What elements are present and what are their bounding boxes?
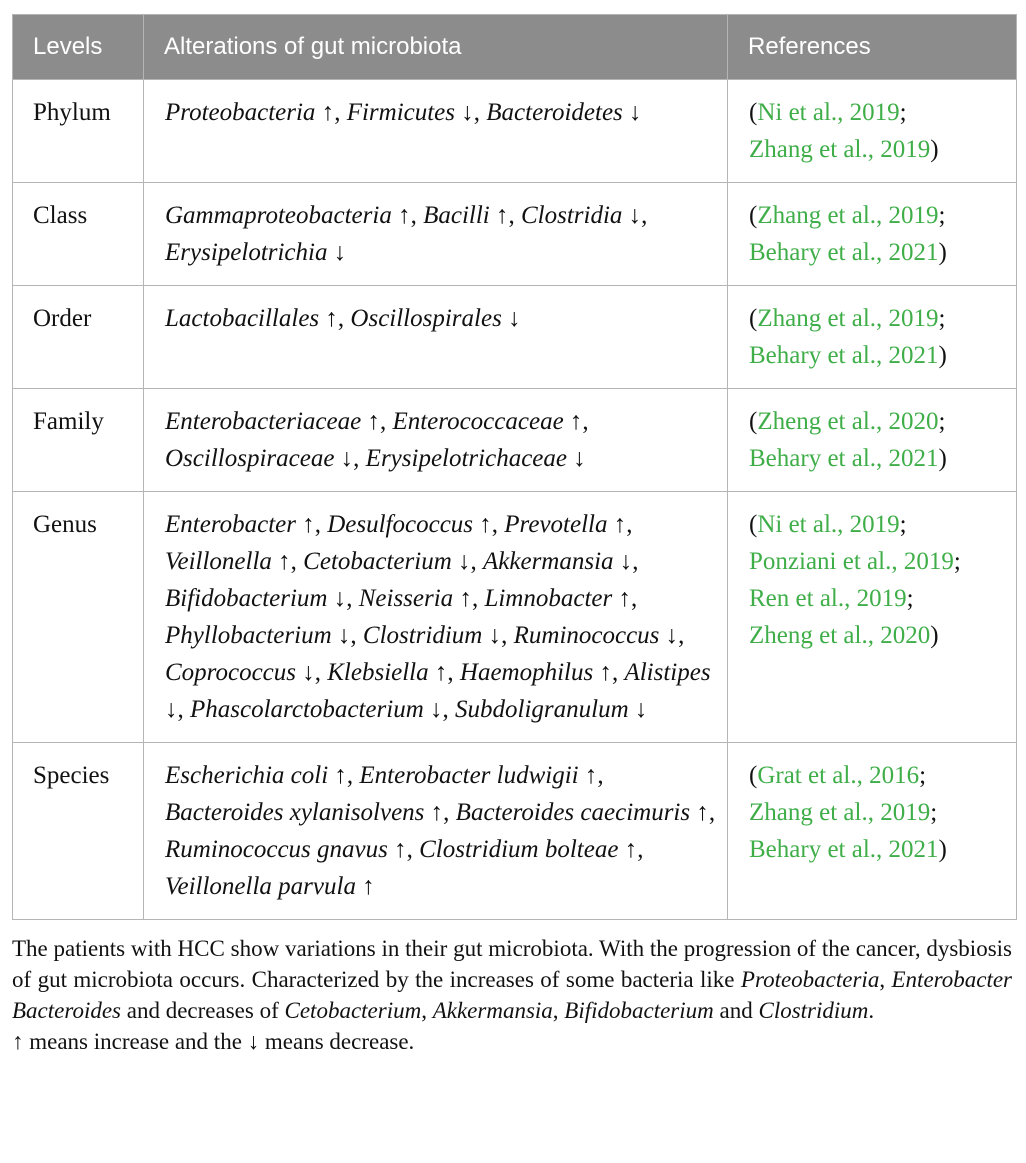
taxon-name: Veillonella xyxy=(165,548,272,575)
taxon-name: Subdoligranulum xyxy=(455,696,629,723)
level-cell: Genus xyxy=(13,492,144,743)
taxon-name: Erysipelotrichia xyxy=(165,239,328,266)
alterations-cell: Enterobacter ↑, Desulfococcus ↑, Prevotella ↑, Veillonella ↑, Cetobacterium ↓, Akkermansia ↓, Bifidobacterium ↓, Neisseria ↑, Limnobacter ↑, Phyllobacterium ↓, Clostridium ↓, Ruminococcus ↓, Coprococcus ↓, Klebsiella ↑, Haemophilus ↑, Alistipes ↓, Phascolarctobacterium ↓, Subdoligranulum ↓ xyxy=(144,492,728,743)
taxon-item xyxy=(455,696,647,723)
reference-link[interactable]: Zhang et al., 2019 xyxy=(749,799,931,826)
reference-link[interactable]: Zhang et al., 2019 xyxy=(749,136,931,163)
taxon-name: Escherichia coli xyxy=(165,762,329,789)
change-arrow: ↑ xyxy=(321,99,335,126)
taxon-name: Cetobacterium xyxy=(303,548,452,575)
change-arrow: ↓ xyxy=(665,622,679,649)
alterations-cell: Escherichia coli ↑, Enterobacter ludwigii ↑, Bacteroides xylanisolvens ↑, Bacteroides caecimuris ↑, Ruminococcus gnavus ↑, Clostridium bolteae ↑, Veillonella parvula ↑ xyxy=(144,743,728,920)
change-arrow: ↑ xyxy=(430,799,444,826)
change-arrow: ↑ xyxy=(624,836,638,863)
change-arrow: ↓ xyxy=(573,445,586,472)
level-cell: Order xyxy=(13,286,144,389)
reference-link[interactable]: Grat et al., 2016 xyxy=(757,762,920,789)
taxon-name: Enterobacteriaceae xyxy=(165,408,362,435)
taxon-item xyxy=(165,548,291,575)
taxon-name: Enterobacter xyxy=(165,511,296,538)
change-arrow: ↓ xyxy=(508,305,521,332)
taxon-item xyxy=(359,585,472,612)
taxon-item xyxy=(165,511,315,538)
taxon-name: Neisseria xyxy=(358,585,454,612)
change-arrow: ↑ xyxy=(479,511,492,538)
change-arrow: ↑ xyxy=(278,548,291,575)
change-arrow: ↑ xyxy=(367,408,380,435)
change-arrow: ↑ xyxy=(334,762,347,789)
change-arrow: ↑ xyxy=(325,305,338,332)
alterations-cell: Gammaproteobacteria ↑, Bacilli ↑, Clostridia ↓, Erysipelotrichia ↓ xyxy=(144,183,728,286)
change-arrow: ↑ xyxy=(584,762,598,789)
references-cell: (Ni et al., 2019; Zhang et al., 2019) xyxy=(728,80,1017,183)
taxon-name: Oscillospirales xyxy=(350,305,502,332)
level-cell: Phylum xyxy=(13,80,144,183)
taxon-item xyxy=(165,799,443,826)
change-arrow: ↑ xyxy=(434,659,448,686)
header-levels: Levels xyxy=(13,15,144,80)
taxon-name: Bifidobacterium xyxy=(165,585,328,612)
change-arrow: ↑ xyxy=(495,202,509,229)
taxon-item xyxy=(165,305,338,332)
reference-link[interactable]: Zheng et al., 2020 xyxy=(757,408,939,435)
taxon-name: Firmicutes xyxy=(346,99,456,126)
document xyxy=(12,14,1016,1057)
taxon-name: Ruminococcus xyxy=(513,622,660,649)
taxon-name: Clostridium xyxy=(362,622,483,649)
reference-link[interactable]: Ponziani et al., 2019 xyxy=(749,548,954,575)
footnote-description: The patients with HCC show variations in their gut microbiota. With the progression of the cancer, dysbiosis of gut microbiota occurs. Characterized by the increases of some bacteria like Proteobacteria, Enterobacter Bacteroides and decreases of Cetobacterium, Akkermansia, Bifidobacterium and Clostridium. xyxy=(12,936,1013,1023)
taxon-name: Alistipes xyxy=(624,659,711,686)
reference-link[interactable]: Zheng et al., 2020 xyxy=(749,622,931,649)
change-arrow: ↓ xyxy=(333,239,347,266)
change-arrow: ↓ xyxy=(302,659,315,686)
references-cell: (Ni et al., 2019; Ponziani et al., 2019; Ren et al., 2019; Zheng et al., 2020) xyxy=(728,492,1017,743)
table-row xyxy=(13,743,1017,920)
table-footnote xyxy=(12,933,1012,1057)
change-arrow: ↓ xyxy=(340,445,354,472)
change-arrow: ↓ xyxy=(430,696,443,723)
change-arrow: ↑ xyxy=(362,873,375,900)
taxon-name: Bacteroidetes xyxy=(486,99,623,126)
reference-link[interactable]: Ni et al., 2019 xyxy=(757,511,900,538)
taxon-item xyxy=(363,622,501,649)
change-arrow: ↓ xyxy=(458,548,471,575)
taxon-item xyxy=(165,836,407,863)
taxon-item xyxy=(347,99,474,126)
taxon-name: Enterococcaceae xyxy=(392,408,564,435)
header-references: References xyxy=(728,15,1017,80)
change-arrow: ↓ xyxy=(337,622,351,649)
taxon-item xyxy=(366,445,586,472)
table-header-row xyxy=(13,15,1017,80)
table-row xyxy=(13,286,1017,389)
taxon-name: Desulfococcus xyxy=(327,511,474,538)
reference-link[interactable]: Ni et al., 2019 xyxy=(757,99,900,126)
header-alterations: Alterations of gut microbiota xyxy=(144,15,728,80)
change-arrow: ↑ xyxy=(569,408,583,435)
change-arrow: ↓ xyxy=(461,99,474,126)
alterations-cell: Enterobacteriaceae ↑, Enterococcaceae ↑, Oscillospiraceae ↓, Erysipelotrichaceae ↓ xyxy=(144,389,728,492)
taxon-item xyxy=(483,548,632,575)
change-arrow: ↓ xyxy=(628,202,642,229)
change-arrow: ↑ xyxy=(618,585,631,612)
table-row xyxy=(13,183,1017,286)
taxon-name: Akkermansia xyxy=(483,548,614,575)
taxon-name: Clostridium bolteae xyxy=(419,836,619,863)
taxon-item xyxy=(165,762,347,789)
change-arrow: ↓ xyxy=(333,585,347,612)
change-arrow: ↑ xyxy=(302,511,315,538)
taxon-name: Klebsiella xyxy=(327,659,429,686)
taxon-item xyxy=(165,873,375,900)
taxon-item xyxy=(303,548,470,575)
taxon-name: Haemophilus xyxy=(459,659,594,686)
taxon-name: Erysipelotrichaceae xyxy=(365,445,567,472)
table-row xyxy=(13,492,1017,743)
taxon-name: Enterobacter ludwigii xyxy=(359,762,579,789)
change-arrow: ↑ xyxy=(459,585,472,612)
taxon-item xyxy=(484,585,631,612)
taxon-name: Bacilli xyxy=(423,202,490,229)
alterations-cell: Proteobacteria ↑, Firmicutes ↓, Bacteroidetes ↓ xyxy=(144,80,728,183)
taxon-name: Bacteroides caecimuris xyxy=(455,799,691,826)
references-cell: (Zhang et al., 2019; Behary et al., 2021) xyxy=(728,286,1017,389)
taxon-name: Veillonella parvula xyxy=(165,873,356,900)
footnote-legend: ↑ means increase and the ↓ means decrease. xyxy=(12,1029,415,1054)
taxon-name: Phascolarctobacterium xyxy=(190,696,424,723)
taxon-item xyxy=(327,659,447,686)
taxon-item xyxy=(190,696,443,723)
taxon-name: Ruminococcus gnavus xyxy=(165,836,388,863)
level-cell: Class xyxy=(13,183,144,286)
change-arrow: ↑ xyxy=(696,799,709,826)
change-arrow: ↑ xyxy=(613,511,627,538)
change-arrow: ↓ xyxy=(488,622,502,649)
taxon-name: Lactobacillales xyxy=(165,305,320,332)
reference-link[interactable]: Behary et al., 2021 xyxy=(749,342,939,369)
reference-link[interactable]: Ren et al., 2019 xyxy=(749,585,907,612)
taxon-item xyxy=(460,659,612,686)
references-cell: (Zheng et al., 2020; Behary et al., 2021) xyxy=(728,389,1017,492)
reference-link[interactable]: Behary et al., 2021 xyxy=(749,239,939,266)
change-arrow: ↑ xyxy=(394,836,407,863)
taxon-item xyxy=(165,585,346,612)
taxon-name: Proteobacteria xyxy=(165,99,316,126)
taxon-item xyxy=(486,99,641,126)
taxon-item xyxy=(504,511,626,538)
taxon-item xyxy=(392,408,582,435)
level-cell: Family xyxy=(13,389,144,492)
taxon-name: Gammaproteobacteria xyxy=(165,202,392,229)
taxon-item xyxy=(165,445,353,472)
taxon-item xyxy=(165,408,380,435)
taxon-item xyxy=(514,622,679,649)
taxon-item xyxy=(419,836,637,863)
change-arrow: ↓ xyxy=(634,696,648,723)
taxon-item xyxy=(165,622,350,649)
taxon-name: Limnobacter xyxy=(484,585,613,612)
change-arrow: ↑ xyxy=(599,659,612,686)
alterations-cell: Lactobacillales ↑, Oscillospirales ↓ xyxy=(144,286,728,389)
taxon-item xyxy=(521,202,641,229)
taxon-name: Bacteroides xylanisolvens xyxy=(165,799,425,826)
change-arrow: ↓ xyxy=(619,548,633,575)
references-cell: (Zhang et al., 2019; Behary et al., 2021) xyxy=(728,183,1017,286)
taxon-item xyxy=(423,202,508,229)
taxon-item xyxy=(165,239,346,266)
taxon-item xyxy=(165,659,315,686)
taxon-item xyxy=(165,202,411,229)
reference-link[interactable]: Behary et al., 2021 xyxy=(749,445,939,472)
taxon-name: Clostridia xyxy=(520,202,623,229)
reference-link[interactable]: Zhang et al., 2019 xyxy=(757,202,939,229)
taxon-name: Prevotella xyxy=(504,511,608,538)
taxon-item xyxy=(165,99,334,126)
change-arrow: ↑ xyxy=(398,202,411,229)
taxon-item xyxy=(359,762,597,789)
change-arrow: ↓ xyxy=(629,99,642,126)
taxon-name: Oscillospiraceae xyxy=(165,445,335,472)
taxon-item xyxy=(350,305,520,332)
reference-link[interactable]: Zhang et al., 2019 xyxy=(757,305,939,332)
table-row xyxy=(13,80,1017,183)
reference-link[interactable]: Behary et al., 2021 xyxy=(749,836,939,863)
references-cell: (Grat et al., 2016; Zhang et al., 2019; Behary et al., 2021) xyxy=(728,743,1017,920)
change-arrow: ↓ xyxy=(165,696,178,723)
table-row xyxy=(13,389,1017,492)
taxon-name: Coprococcus xyxy=(165,659,296,686)
taxon-item xyxy=(456,799,709,826)
level-cell: Species xyxy=(13,743,144,920)
taxon-name: Phyllobacterium xyxy=(165,622,332,649)
taxon-item xyxy=(327,511,492,538)
microbiota-table xyxy=(12,14,1017,920)
